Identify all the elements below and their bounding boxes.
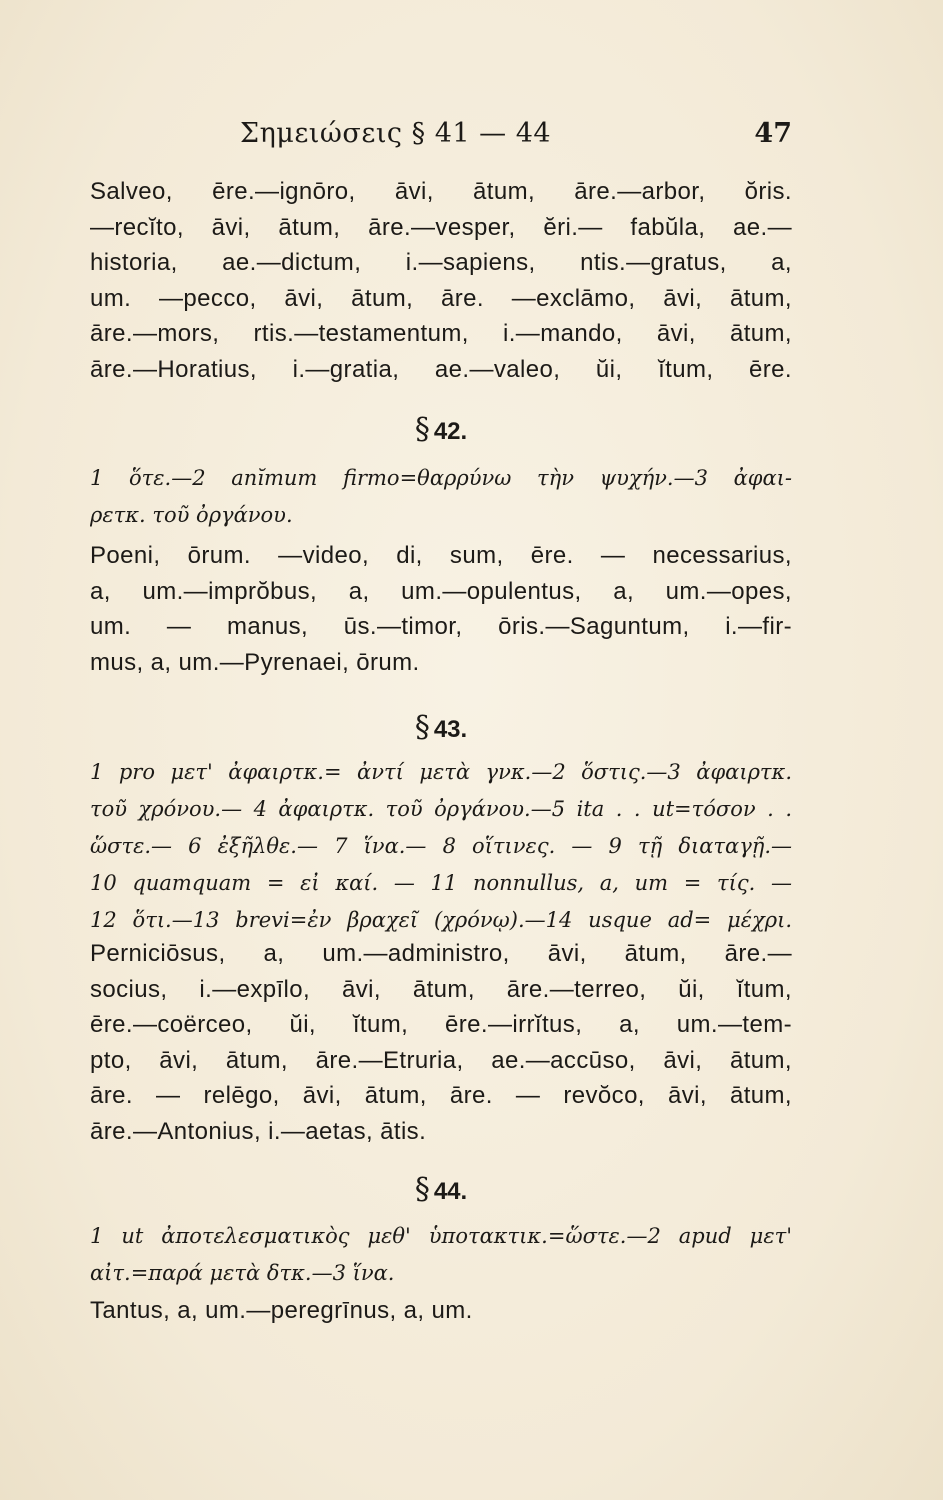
running-title: Σημειώσεις § 41 — 44 — [240, 118, 552, 149]
section-42-notes — [90, 460, 792, 534]
section-number: 44. — [433, 1178, 468, 1205]
section-symbol: § — [414, 412, 430, 447]
note-line: τοῦ χρόνου.— 4 ἀφαιρτκ. τοῦ ὀργάνου.—5 ita . . ut=τόσον . . — [90, 797, 792, 821]
note-line: ὥστε.— 6 ἐξῆλθε.— 7 ἵνα.— 8 οἵτινες. — 9 τῇ διαταγῇ.— — [90, 834, 792, 858]
note-line: 1 ὅτε.—2 anĭmum firmo=θαρρύνω τὴν ψυχήν.—3 ἀφαι- — [90, 466, 792, 490]
page-header — [90, 118, 792, 158]
vocab-line: pto, āvi, ātum, āre.—Etruria, ae.—accūso, āvi, ātum, — [90, 1046, 792, 1074]
vocab-line: āre. — relēgo, āvi, ātum, āre. — revŏco, āvi, ātum, — [90, 1082, 792, 1109]
note-line: αἰτ.=παρά μετὰ δτκ.—3 ἵνα. — [90, 1261, 395, 1285]
section-44-heading — [90, 1172, 792, 1207]
vocab-line: —recĭto, āvi, ātum, āre.—vesper, ĕri.— fabŭla, ae.— — [90, 213, 792, 241]
note-line: ρετκ. τοῦ ὀργάνου. — [90, 503, 293, 527]
section-44-notes — [90, 1218, 792, 1292]
section-symbol: § — [414, 710, 430, 745]
page-number: 47 — [754, 118, 792, 149]
vocab-line: ēre.—coërceo, ŭi, ĭtum, ēre.—irrĭtus, a, um.—tem- — [90, 1011, 792, 1038]
note-line: 12 ὅτι.—13 brevi=ἐν βραχεῖ (χρόνῳ).—14 usque ad= μέχρι. — [90, 908, 792, 932]
vocab-line: um. — manus, ūs.—timor, ōris.—Saguntum, i.—fir- — [90, 613, 792, 640]
section-43-heading — [90, 710, 792, 745]
note-line: 1 ut ἀποτελεσματικὸς μεθ' ὑποτακτικ.=ὥστε.—2 apud μετ' — [90, 1224, 792, 1248]
vocab-line: Perniciōsus, a, um.—administro, āvi, ātum, āre.— — [90, 940, 792, 967]
section-42-vocabulary — [90, 538, 792, 680]
section-43-vocabulary — [90, 936, 792, 1149]
vocab-line: a, um.—imprŏbus, a, um.—opulentus, a, um.—opes, — [90, 577, 792, 605]
vocab-line: āre.—Horatius, i.—gratia, ae.—valeo, ŭi, ĭtum, ēre. — [90, 355, 792, 383]
note-line: 1 pro μετ' ἀφαιρτκ.= ἀντί μετὰ γνκ.—2 ὅστις.—3 ἀφαιρτκ. — [90, 760, 792, 784]
section-43-notes — [90, 754, 792, 939]
section-number: 43. — [433, 716, 468, 743]
section-41-vocabulary — [90, 174, 792, 387]
vocab-line: historia, ae.—dictum, i.—sapiens, ntis.—gratus, a, — [90, 249, 792, 276]
vocab-line: Poeni, ōrum. —video, di, sum, ēre. — necessarius, — [90, 542, 792, 569]
vocab-line: Salveo, ēre.—ignōro, āvi, ātum, āre.—arbor, ŏris. — [90, 178, 792, 205]
vocab-line: socius, i.—expīlo, āvi, ātum, āre.—terreo, ŭi, ĭtum, — [90, 975, 792, 1003]
section-number: 42. — [433, 418, 468, 445]
vocab-line: āre.—mors, rtis.—testamentum, i.—mando, āvi, ātum, — [90, 320, 792, 347]
vocab-line: mus, a, um.—Pyrenaei, ōrum. — [90, 648, 420, 676]
vocab-line: um. —pecco, āvi, ātum, āre. —exclāmo, āvi, ātum, — [90, 284, 792, 312]
vocab-line: āre.—Antonius, i.—aetas, ātis. — [90, 1117, 427, 1145]
section-42-heading — [90, 412, 792, 447]
section-44-vocabulary — [90, 1293, 792, 1329]
note-line: 10 quamquam = εἰ καί. — 11 nonnullus, a, um = τίς. — — [90, 871, 792, 895]
section-symbol: § — [414, 1172, 430, 1207]
vocab-line: Tantus, a, um.—peregrīnus, a, um. — [90, 1297, 473, 1324]
